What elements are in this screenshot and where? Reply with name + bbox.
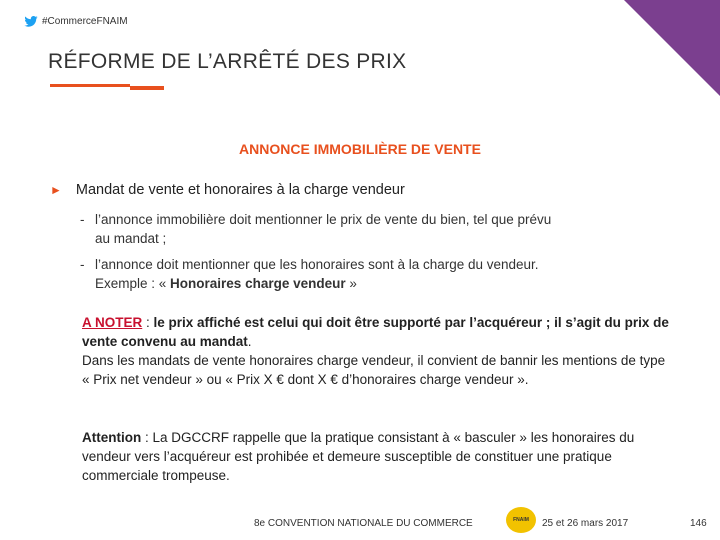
attention-label: Attention: [82, 430, 142, 445]
twitter-bird-icon: [24, 16, 38, 27]
dash-icon: -: [80, 257, 85, 272]
twitter-hashtag: [24, 16, 128, 27]
dash-1-line-2: au mandat ;: [95, 231, 167, 246]
section-subtitle: ANNONCE IMMOBILIÈRE DE VENTE: [239, 141, 481, 157]
title-underline: [50, 84, 130, 87]
attention-text: : La DGCCRF rappelle que la pratique consistant à « basculer » les honoraires du vendeur vers l’acquéreur est prohibée et demeure susceptible de constituer une pratique commerciale trompeuse.: [82, 430, 635, 483]
note-separator: :: [142, 315, 154, 330]
dash-item-2: [80, 255, 539, 293]
note-block: [82, 313, 672, 389]
attention-block: [82, 428, 672, 485]
dash-2-line-2: [80, 274, 539, 293]
page-title: RÉFORME DE L’ARRÊTÉ DES PRIX: [48, 50, 407, 73]
note-end: .: [247, 334, 252, 349]
dash-icon: -: [80, 212, 85, 227]
triangle-bullet-icon: ►: [50, 183, 62, 197]
note-bold-text: le prix affiché est celui qui doit être supporté par l’acquéreur ; il s’agit du prix de vente convenu au mandat: [82, 315, 669, 349]
example-prefix: Exemple : «: [95, 276, 171, 291]
dash-item-1: [80, 210, 551, 248]
fnaim-logo: [506, 507, 536, 533]
example-bold: Honoraires charge vendeur: [170, 276, 346, 291]
dash-1-line-1: l’annonce immobilière doit mentionner le prix de vente du bien, tel que prévu: [95, 212, 552, 227]
title-underline-accent: [130, 86, 164, 90]
hashtag-text: #CommerceFNAIM: [42, 16, 128, 27]
note-label: A NOTER: [82, 315, 143, 330]
logo-text: FNAIM: [513, 517, 529, 523]
page-number: 146: [690, 518, 707, 529]
dash-2-line-1: l’annonce doit mentionner que les honoraires sont à la charge du vendeur.: [95, 257, 539, 272]
footer-convention: 8e CONVENTION NATIONALE DU COMMERCE: [254, 518, 473, 529]
bullet-item: [50, 182, 405, 198]
footer-dates: 25 et 26 mars 2017: [542, 518, 629, 529]
note-text: Dans les mandats de vente honoraires charge vendeur, il convient de bannir les mentions de type « Prix net vendeur » ou « Prix X € dont X € d’honoraires charge vendeur ».: [82, 353, 666, 387]
bullet-text: Mandat de vente et honoraires à la charge vendeur: [75, 182, 405, 198]
example-suffix: »: [345, 276, 357, 291]
corner-decoration: [624, 0, 720, 96]
